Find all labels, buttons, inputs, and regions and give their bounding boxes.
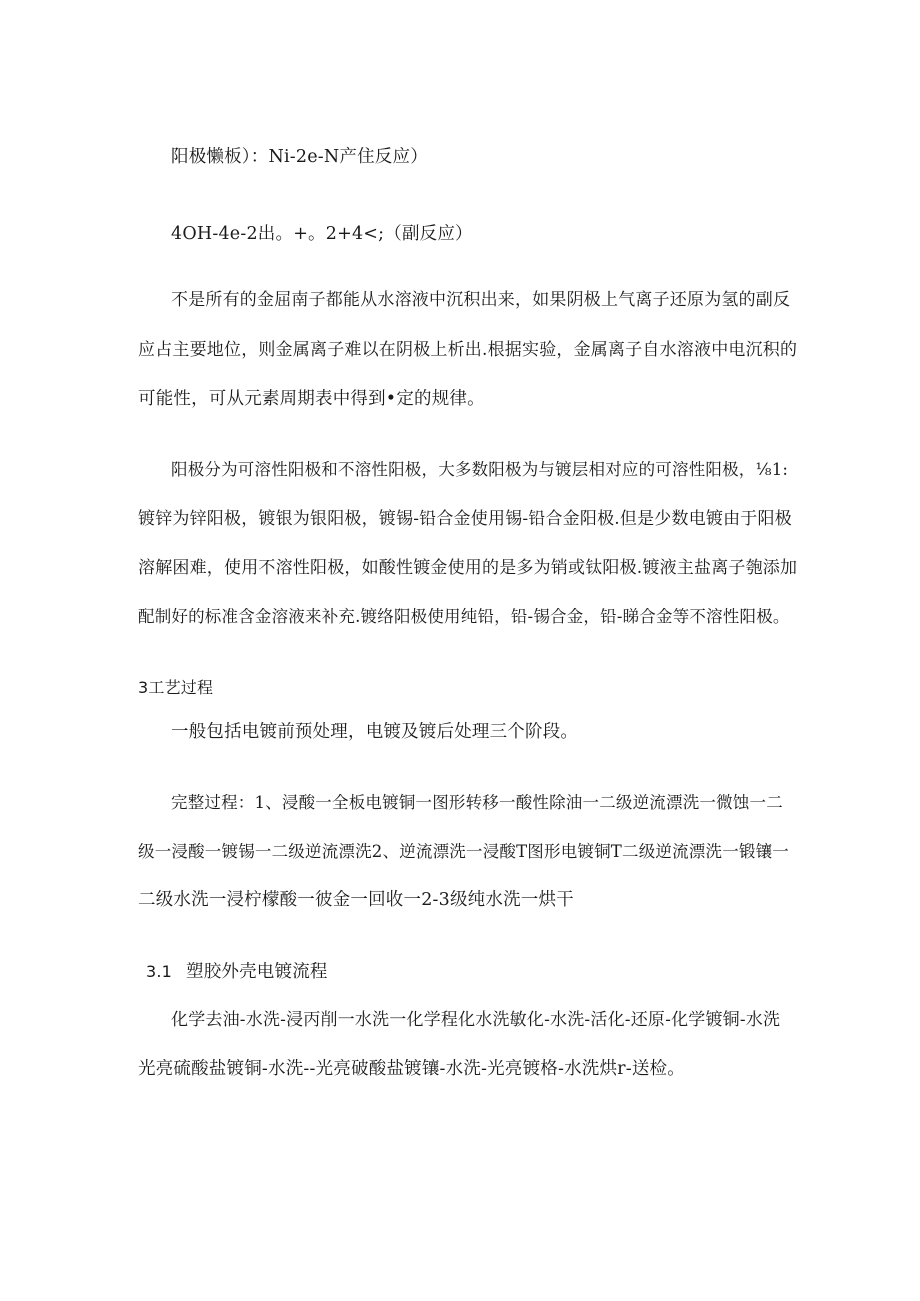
paragraph-line: 化学去油-水洗-浸丙削一水洗一化学程化水洗敏化-水洗-活化-还原-化学镀铜-水洗 (171, 1010, 781, 1030)
paragraph-line: 光亮硫酸盐镀铜-水洗--光亮破酸盐镀镶-水洗-光亮镀格-水洗烘r-送检。 (138, 1059, 685, 1079)
paragraph-line: 配制好的标准含金溶液来补充.镀络阳极使用纯铅，铅-锡合金，铅-睇合金等不溶性阳极。 (138, 607, 790, 626)
paragraph-line: 应占主要地位，则金属离子难以在阴极上析出.根据实验，金属离子自水溶液中电沉积的 (138, 340, 798, 360)
paragraph-line: 完整过程：1、浸酸一全板电镀铜一图形转移一酸性除油一二级逆流漂洗一微蚀一二 (171, 793, 783, 812)
section-title: 塑胶外壳电镀流程 (186, 962, 328, 982)
paragraph-stages: 一般包括电镀前预处理，电镀及镀后处理三个阶段。 (171, 722, 579, 742)
paragraph-line: 溶解困难，使用不溶性阳极，如酸性镀金使用的是多为销或钛阳极.镀液主盐离子匏添加 (138, 558, 798, 578)
section-heading-3: 3工艺过程 (138, 678, 214, 697)
paragraph-line: 不是所有的金屈南子都能从水溶液中沉积出来，如果阴极上气离子还原为氢的副反 (171, 290, 791, 310)
anode-equation-1: 阳极懒板）：Ni-2e-N产住反应） (171, 147, 428, 167)
paragraph-line: 可能性，可从元素周期表中得到•定的规律。 (138, 389, 485, 409)
paragraph-line: 二级水洗一浸柠檬酸一彼金一回收一2-3级纯水洗一烘干 (138, 890, 574, 910)
paragraph-line: 阳极分为可溶性阳极和不溶性阳极，大多数阳极为与镀层相对应的可溶性阳极，⅛1: (171, 460, 789, 479)
paragraph-line: 级一浸酸一镀锡一二级逆流漂洗2、逆流漂洗一浸酸T图形电镀铜T二级逆流漂洗一锻镶一 (138, 842, 790, 861)
anode-equation-2: 4OH-4e-2出。+。2+4<;（副反应） (171, 224, 473, 244)
section-number: 3.1 (146, 962, 173, 981)
paragraph-line: 镀锌为锌阳极，镀银为银阳极，镀锡-铅合金使用锡-铅合金阳极.但是少数电镀由于阳极 (138, 509, 792, 529)
